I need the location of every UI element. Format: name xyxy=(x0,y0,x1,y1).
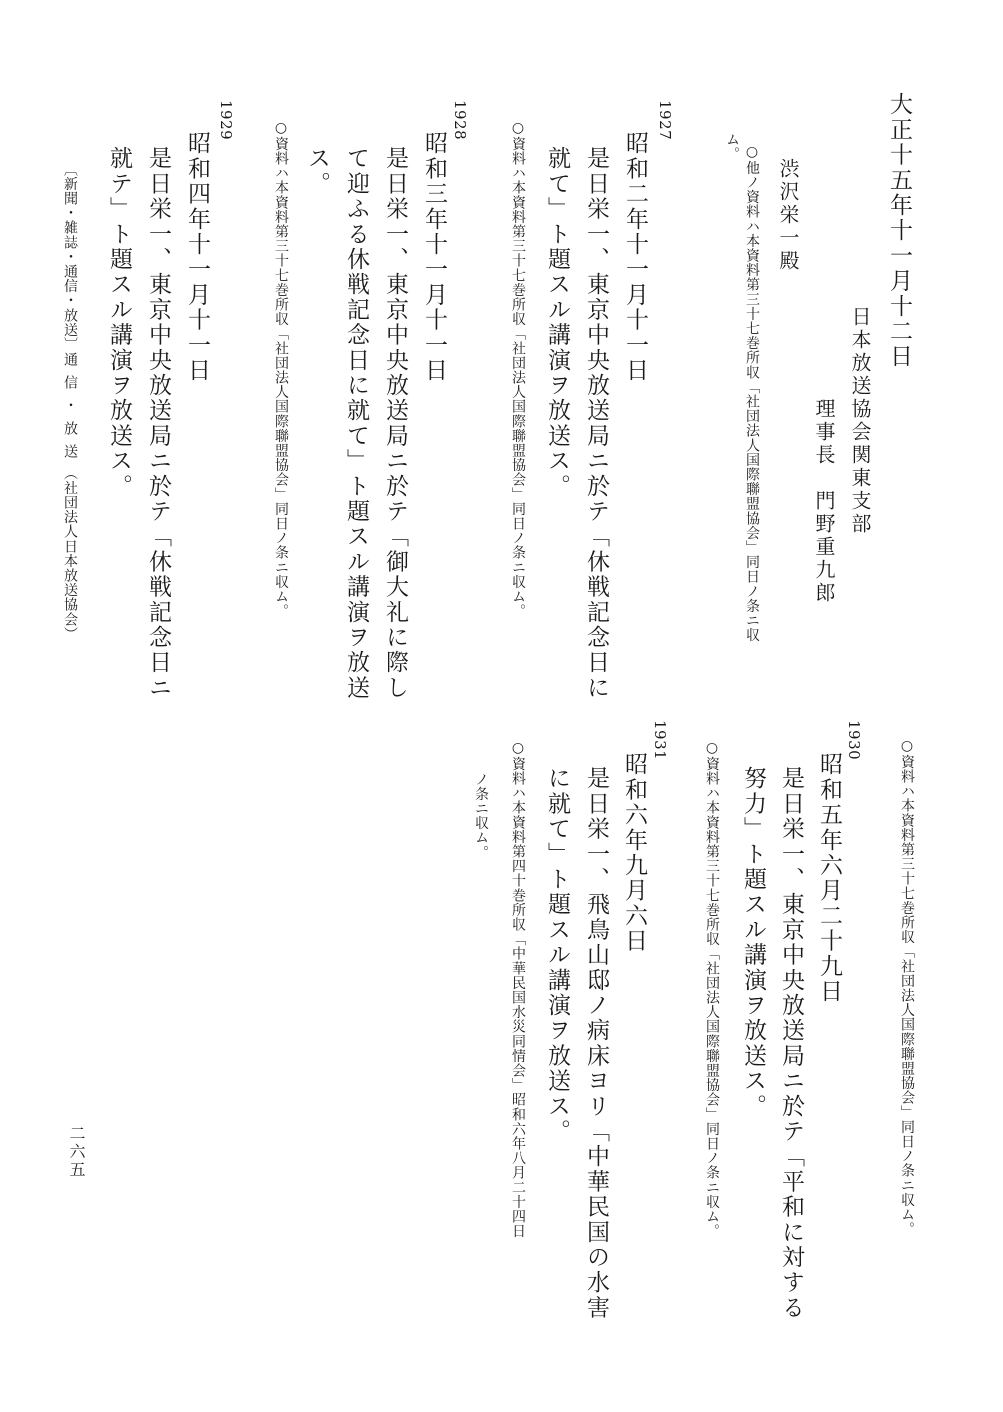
running-footer-section: 〔新聞・雑誌・通信・放送〕 xyxy=(62,162,78,352)
year-marker-1931: 1931 xyxy=(651,720,669,761)
entry-1928-body: 是日栄一、東京中央放送局ニ於テ「御大礼に際し xyxy=(382,146,408,701)
entry-1930-source-note: ○資料ハ本資料第三十七巻所収「社団法人国際聯盟協会」同日ノ条ニ収ム。 xyxy=(704,740,720,1239)
running-footer-organization: （社団法人日本放送協会） xyxy=(62,466,78,642)
entry-1928-body-end: ス。 xyxy=(304,146,330,197)
entry-1931-body: 是日栄一、飛鳥山邸ノ病床ヨリ「中華民国の水害 xyxy=(583,766,609,1321)
entry-1927-date: 昭和二年十一月十一日 xyxy=(622,131,648,383)
entry-1930-body: 是日栄一、東京中央放送局ニ於テ「平和に対する xyxy=(778,766,804,1321)
entry-1930-date: 昭和五年六月二十九日 xyxy=(816,752,842,1004)
entry-1928-source-note: ○資料ハ本資料第三十七巻所収「社団法人国際聯盟協会」同日ノ条ニ収ム。 xyxy=(273,120,289,619)
entry-1930-body-cont: 努力」ト題スル講演ヲ放送ス。 xyxy=(740,766,766,1119)
letter-sender-org: 日本放送協会関東支部 xyxy=(848,306,872,536)
year-marker-1927: 1927 xyxy=(656,100,674,141)
entry-1929-body: 是日栄一、東京中央放送局ニ於テ「休戦記念日ニ xyxy=(145,146,171,701)
page-number: 二六五 xyxy=(67,1125,86,1179)
entry-1927-body: 是日栄一、東京中央放送局ニ於テ「休戦記念日に xyxy=(583,146,609,701)
entry-1929-body-cont: 就テ」ト題スル講演ヲ放送ス。 xyxy=(106,146,132,499)
entry-1931-source-note: ○資料ハ本資料第四十巻所収「中華民国水災同情会」昭和六年八月二十四日 xyxy=(510,740,526,1239)
continuation-source-note: ○資料ハ本資料第三十七巻所収「社団法人国際聯盟協会」同日ノ条ニ収ム。 xyxy=(899,738,915,1237)
entry-1931-source-note-cont: ノ条ニ収ム。 xyxy=(473,772,489,860)
letter-sender-title: 理事長 門野重九郎 xyxy=(812,398,836,605)
entry-1931-date: 昭和六年九月六日 xyxy=(621,752,647,954)
letter-recipient: 渋沢栄一殿 xyxy=(776,158,800,273)
entry-1929-date: 昭和四年十一月十一日 xyxy=(184,131,210,383)
letter-source-note: ○他ノ資料ハ本資料第三十七巻所収「社団法人国際聯盟協会」同日ノ条ニ収 xyxy=(744,144,760,643)
year-marker-1930: 1930 xyxy=(845,720,863,761)
letter-date: 大正十五年十一月十二日 xyxy=(886,92,912,370)
year-marker-1928: 1928 xyxy=(451,100,469,141)
entry-1927-body-cont: 就て」ト題スル講演ヲ放送ス。 xyxy=(544,146,570,499)
year-marker-1929: 1929 xyxy=(217,100,235,141)
entry-1927-source-note: ○資料ハ本資料第三十七巻所収「社団法人国際聯盟協会」同日ノ条ニ収ム。 xyxy=(510,120,526,619)
running-footer-subsection: 通信・放送 xyxy=(62,352,78,467)
entry-1931-body-cont: に就て」ト題スル講演ヲ放送ス。 xyxy=(544,766,570,1144)
entry-1928-date: 昭和三年十一月十一日 xyxy=(421,131,447,383)
letter-source-note-cont: ム。 xyxy=(724,132,740,162)
entry-1928-body-cont: て迎ふる休戦記念日に就て」ト題スル講演ヲ放送 xyxy=(343,146,369,701)
